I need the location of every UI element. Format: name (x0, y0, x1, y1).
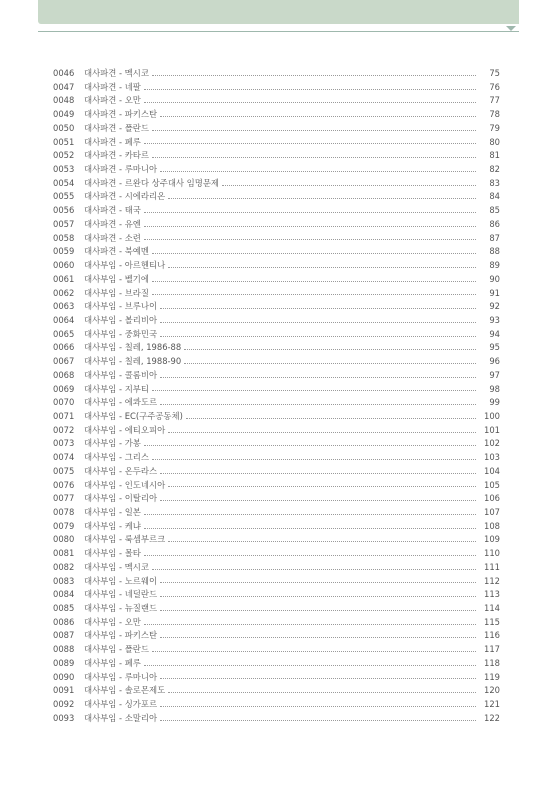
toc-entry-number: 0087 (53, 630, 75, 641)
toc-entry-number: 0075 (53, 465, 75, 476)
toc-entry-title: 대사파견 - 소련 (84, 232, 141, 243)
toc-entry-number: 0051 (53, 136, 75, 147)
toc-entry[interactable] (53, 616, 500, 630)
header-band (38, 0, 519, 24)
toc-entry-page: 121 (484, 699, 500, 710)
toc-dot-leader (144, 444, 476, 446)
toc-entry[interactable] (53, 671, 500, 685)
toc-entry-number: 0067 (53, 356, 75, 367)
toc-entry[interactable] (53, 355, 500, 369)
toc-entry-page: 113 (484, 589, 500, 600)
toc-entry-number: 0080 (53, 534, 75, 545)
toc-entry-title: 대사부임 - EC(구주공동체) (84, 410, 183, 421)
toc-entry-title: 대사부임 - 에콰도르 (84, 397, 158, 408)
toc-entry-title: 대사부임 - 루마니아 (84, 671, 158, 682)
toc-entry[interactable] (53, 328, 500, 342)
toc-dot-leader (160, 170, 476, 172)
toc-entry[interactable] (53, 94, 500, 108)
toc-entry-page: 98 (489, 383, 500, 394)
toc-entry-title: 대사파견 - 르완다 상주대사 임명문제 (84, 177, 220, 188)
toc-entry-number: 0072 (53, 424, 75, 435)
toc-dot-leader (184, 362, 476, 364)
toc-entry-page: 110 (484, 548, 500, 559)
toc-entry-page: 88 (489, 246, 500, 257)
toc-entry-title: 대사파견 - 태국 (84, 205, 141, 216)
toc-entry[interactable] (53, 122, 500, 136)
toc-entry-page: 76 (489, 81, 500, 92)
toc-entry[interactable] (53, 575, 500, 589)
toc-dot-leader (184, 348, 476, 350)
toc-entry-page: 122 (484, 712, 500, 723)
toc-entry-number: 0090 (53, 671, 75, 682)
toc-dot-leader (152, 293, 476, 295)
toc-entry-title: 대사부임 - 일본 (84, 507, 141, 517)
toc-entry-title: 대사파견 - 시에라리온 (84, 191, 166, 202)
toc-entry-number: 0053 (53, 164, 75, 175)
toc-entry-number: 0047 (53, 81, 75, 92)
toc-entry-number: 0062 (53, 287, 75, 298)
toc-entry-page: 85 (489, 205, 500, 216)
toc-entry-number: 0081 (53, 548, 75, 559)
toc-entry-number: 0061 (53, 273, 75, 284)
toc-entry-title: 대사부임 - 가봉 (84, 438, 141, 449)
toc-entry[interactable] (53, 204, 500, 218)
toc-entry-title: 대사파견 - 카타르 (84, 150, 149, 161)
toc-entry-title: 대사부임 - 칠레, 1986-88 (84, 342, 182, 353)
toc-entry-page: 92 (489, 301, 500, 312)
toc-dot-leader (144, 527, 476, 529)
table-of-contents (53, 67, 500, 726)
toc-dot-leader (152, 156, 476, 158)
toc-entry-title: 대사부임 - 이탈리아 (84, 493, 158, 504)
toc-entry-page: 77 (489, 95, 500, 106)
toc-entry[interactable] (53, 533, 500, 547)
toc-entry[interactable] (53, 369, 500, 383)
toc-dot-leader (152, 252, 476, 254)
toc-entry[interactable] (53, 588, 500, 602)
toc-entry[interactable] (53, 684, 500, 698)
toc-entry-page: 104 (484, 465, 500, 476)
toc-entry[interactable] (53, 657, 500, 671)
toc-dot-leader (144, 101, 476, 103)
header-notch (506, 26, 516, 31)
toc-entry-page: 107 (484, 507, 500, 517)
toc-dot-leader (144, 142, 476, 144)
toc-entry-number: 0063 (53, 301, 75, 312)
toc-entry-number: 0069 (53, 383, 75, 394)
toc-dot-leader (222, 184, 476, 186)
toc-entry-page: 102 (484, 438, 500, 449)
toc-entry-number: 0048 (53, 95, 75, 106)
toc-dot-leader (160, 376, 476, 378)
toc-entry[interactable] (53, 163, 500, 177)
toc-entry-title: 대사부임 - 뉴질랜드 (84, 603, 158, 614)
toc-entry-title: 대사부임 - 온두라스 (84, 465, 158, 476)
toc-entry-number: 0079 (53, 520, 75, 531)
toc-entry-page: 101 (484, 424, 500, 435)
toc-entry[interactable] (53, 81, 500, 95)
toc-entry-number: 0054 (53, 177, 75, 188)
toc-dot-leader (152, 389, 476, 391)
toc-entry[interactable] (53, 108, 500, 122)
toc-entry-title: 대사부임 - 벨기에 (84, 273, 149, 284)
toc-dot-leader (186, 417, 476, 419)
toc-dot-leader (144, 513, 476, 515)
toc-entry-title: 대사파견 - 북예멘 (84, 246, 149, 257)
toc-dot-leader (152, 568, 476, 570)
toc-dot-leader (160, 115, 476, 117)
toc-entry-title: 대사부임 - 중화민국 (84, 328, 158, 339)
toc-dot-leader (152, 458, 476, 460)
toc-dot-leader (160, 719, 476, 721)
toc-entry-number: 0082 (53, 561, 75, 572)
toc-entry-page: 103 (484, 452, 500, 463)
toc-entry-title: 대사부임 - 몰타 (84, 548, 141, 559)
toc-entry-number: 0091 (53, 685, 75, 696)
toc-entry[interactable] (53, 712, 500, 726)
toc-entry-page: 108 (484, 520, 500, 531)
toc-entry-page: 89 (489, 260, 500, 271)
toc-entry[interactable] (53, 643, 500, 657)
toc-entry-number: 0084 (53, 589, 75, 600)
toc-dot-leader (144, 623, 476, 625)
toc-entry[interactable] (53, 396, 500, 410)
toc-entry-title: 대사파견 - 페루 (84, 136, 141, 147)
toc-entry-page: 90 (489, 273, 500, 284)
toc-entry-page: 84 (489, 191, 500, 202)
toc-entry-title: 대사파견 - 파키스탄 (84, 109, 158, 120)
toc-entry[interactable] (53, 424, 500, 438)
toc-entry-page: 96 (489, 356, 500, 367)
toc-entry-page: 94 (489, 328, 500, 339)
toc-entry[interactable] (53, 561, 500, 575)
toc-entry-page: 117 (484, 644, 500, 655)
toc-entry-title: 대사부임 - 파키스탄 (84, 630, 158, 641)
toc-entry-number: 0052 (53, 150, 75, 161)
toc-dot-leader (160, 581, 476, 583)
toc-dot-leader (168, 266, 476, 268)
toc-entry-number: 0058 (53, 232, 75, 243)
toc-entry-number: 0060 (53, 260, 75, 271)
toc-dot-leader (160, 321, 476, 323)
toc-entry-number: 0046 (53, 68, 75, 78)
toc-entry[interactable] (53, 520, 500, 534)
toc-entry-title: 대사부임 - 그리스 (84, 452, 149, 463)
toc-entry-page: 81 (489, 150, 500, 161)
toc-entry[interactable] (53, 314, 500, 328)
toc-entry[interactable] (53, 287, 500, 301)
toc-entry-page: 118 (484, 657, 500, 668)
toc-dot-leader (152, 129, 476, 131)
toc-dot-leader (152, 650, 476, 652)
toc-entry-page: 116 (484, 630, 500, 641)
toc-entry[interactable] (53, 492, 500, 506)
toc-entry[interactable] (53, 451, 500, 465)
toc-entry[interactable] (53, 300, 500, 314)
toc-dot-leader (152, 280, 476, 282)
toc-entry-number: 0050 (53, 122, 75, 133)
toc-entry-page: 111 (484, 561, 500, 572)
toc-entry-number: 0092 (53, 699, 75, 710)
toc-entry-number: 0065 (53, 328, 75, 339)
toc-entry[interactable] (53, 547, 500, 561)
toc-dot-leader (168, 197, 476, 199)
toc-entry-number: 0066 (53, 342, 75, 353)
toc-entry-page: 79 (489, 122, 500, 133)
toc-entry[interactable] (53, 218, 500, 232)
toc-dot-leader (160, 307, 476, 309)
toc-entry-title: 대사부임 - 소말리아 (84, 712, 158, 723)
toc-entry-page: 95 (489, 342, 500, 353)
toc-entry[interactable] (53, 410, 500, 424)
toc-entry-page: 75 (489, 68, 500, 78)
toc-entry-page: 119 (484, 671, 500, 682)
toc-dot-leader (160, 677, 476, 679)
toc-entry-title: 대사파견 - 폴란드 (84, 122, 149, 133)
toc-entry-number: 0093 (53, 712, 75, 723)
toc-entry-title: 대사파견 - 네팔 (84, 81, 141, 92)
toc-entry-page: 82 (489, 164, 500, 175)
toc-entry-title: 대사부임 - 노르웨이 (84, 575, 158, 586)
toc-entry-title: 대사부임 - 브루나이 (84, 301, 158, 312)
toc-dot-leader (160, 472, 476, 474)
toc-entry-number: 0085 (53, 603, 75, 614)
toc-entry-number: 0059 (53, 246, 75, 257)
toc-entry-page: 93 (489, 314, 500, 325)
toc-entry[interactable] (53, 232, 500, 246)
toc-dot-leader (168, 540, 476, 542)
toc-dot-leader (144, 211, 476, 213)
toc-entry[interactable] (53, 149, 500, 163)
toc-entry-number: 0077 (53, 493, 75, 504)
toc-entry-title: 대사부임 - 인도네시아 (84, 479, 166, 490)
toc-dot-leader (168, 431, 476, 433)
toc-entry-page: 106 (484, 493, 500, 504)
toc-entry-number: 0073 (53, 438, 75, 449)
toc-dot-leader (168, 485, 476, 487)
toc-dot-leader (144, 225, 476, 227)
toc-dot-leader (144, 238, 476, 240)
toc-entry-title: 대사부임 - 오만 (84, 616, 141, 627)
toc-entry[interactable] (53, 698, 500, 712)
toc-entry[interactable] (53, 437, 500, 451)
toc-dot-leader (160, 636, 476, 638)
toc-entry-page: 97 (489, 369, 500, 380)
toc-entry-page: 115 (484, 616, 500, 627)
toc-dot-leader (160, 335, 476, 337)
toc-entry-page: 100 (484, 410, 500, 421)
toc-dot-leader (152, 74, 476, 76)
toc-dot-leader (160, 595, 476, 597)
toc-dot-leader (160, 609, 476, 611)
toc-entry-number: 0071 (53, 410, 75, 421)
toc-entry-title: 대사부임 - 페루 (84, 657, 141, 668)
toc-entry-title: 대사부임 - 멕시코 (84, 561, 149, 572)
toc-entry-page: 99 (489, 397, 500, 408)
toc-entry[interactable] (53, 629, 500, 643)
toc-entry-title: 대사부임 - 싱가포르 (84, 699, 158, 710)
toc-entry-page: 91 (489, 287, 500, 298)
toc-dot-leader (160, 705, 476, 707)
toc-entry-title: 대사부임 - 브라질 (84, 287, 149, 298)
toc-entry-title: 대사부임 - 솔로몬제도 (84, 685, 166, 696)
toc-entry[interactable] (53, 465, 500, 479)
toc-entry-page: 114 (484, 603, 500, 614)
toc-entry[interactable] (53, 177, 500, 191)
toc-dot-leader (144, 88, 476, 90)
toc-entry-number: 0089 (53, 657, 75, 668)
toc-dot-leader (160, 403, 476, 405)
toc-entry-number: 0086 (53, 616, 75, 627)
toc-entry[interactable] (53, 136, 500, 150)
header-rule (38, 31, 519, 32)
toc-entry-title: 대사부임 - 네덜란드 (84, 589, 158, 600)
toc-entry[interactable] (53, 190, 500, 204)
toc-entry[interactable] (53, 259, 500, 273)
toc-entry-title: 대사파견 - 루마니아 (84, 164, 158, 175)
toc-entry-number: 0057 (53, 218, 75, 229)
toc-entry-title: 대사부임 - 칠레, 1988-90 (84, 356, 182, 367)
toc-entry-title: 대사부임 - 콜롬비아 (84, 369, 158, 380)
toc-entry-title: 대사부임 - 폴란드 (84, 644, 149, 655)
toc-entry[interactable] (53, 273, 500, 287)
toc-entry[interactable] (53, 506, 500, 520)
toc-entry-number: 0056 (53, 205, 75, 216)
toc-entry-title: 대사부임 - 케냐 (84, 520, 141, 531)
toc-entry-title: 대사파견 - 멕시코 (84, 68, 149, 78)
toc-entry[interactable] (53, 602, 500, 616)
toc-entry-number: 0049 (53, 109, 75, 120)
toc-entry[interactable] (53, 341, 500, 355)
toc-entry[interactable] (53, 383, 500, 397)
toc-dot-leader (168, 691, 476, 693)
toc-entry-number: 0078 (53, 507, 75, 517)
toc-entry-title: 대사파견 - 유엔 (84, 218, 141, 229)
toc-entry-number: 0068 (53, 369, 75, 380)
toc-entry-page: 120 (484, 685, 500, 696)
toc-dot-leader (144, 664, 476, 666)
toc-entry[interactable] (53, 245, 500, 259)
toc-entry-number: 0064 (53, 314, 75, 325)
toc-entry-number: 0083 (53, 575, 75, 586)
toc-entry-title: 대사부임 - 룩셈부르크 (84, 534, 166, 545)
toc-entry-page: 87 (489, 232, 500, 243)
toc-entry[interactable] (53, 479, 500, 493)
toc-entry-title: 대사부임 - 지부티 (84, 383, 149, 394)
toc-entry-number: 0088 (53, 644, 75, 655)
toc-entry-number: 0074 (53, 452, 75, 463)
toc-entry-number: 0070 (53, 397, 75, 408)
toc-entry-title: 대사부임 - 에티오피아 (84, 424, 166, 435)
toc-entry-page: 109 (484, 534, 500, 545)
toc-entry-title: 대사부임 - 볼리비아 (84, 314, 158, 325)
toc-entry-page: 78 (489, 109, 500, 120)
toc-dot-leader (160, 499, 476, 501)
toc-entry-page: 80 (489, 136, 500, 147)
toc-entry-page: 112 (484, 575, 500, 586)
toc-dot-leader (144, 554, 476, 556)
toc-entry-page: 86 (489, 218, 500, 229)
toc-entry-number: 0076 (53, 479, 75, 490)
toc-entry[interactable] (53, 67, 500, 81)
toc-entry-page: 105 (484, 479, 500, 490)
toc-entry-title: 대사파견 - 오만 (84, 95, 141, 106)
toc-entry-page: 83 (489, 177, 500, 188)
toc-entry-number: 0055 (53, 191, 75, 202)
toc-entry-title: 대사부임 - 아르헨티나 (84, 260, 166, 271)
